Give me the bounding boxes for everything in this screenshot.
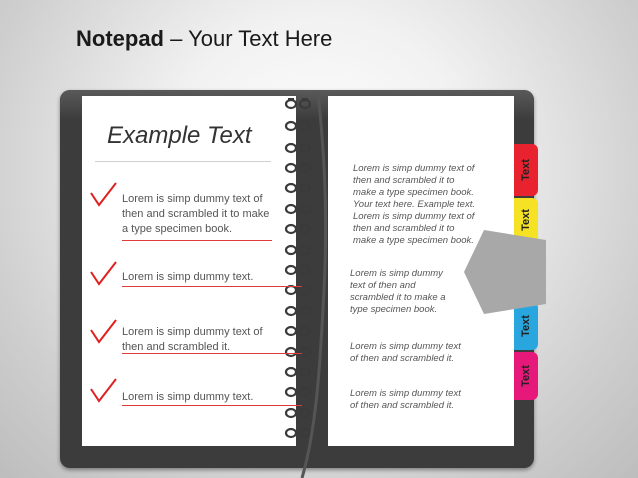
left-item-3-underline — [122, 353, 302, 354]
tab-red[interactable] — [514, 144, 538, 196]
left-item-1-underline — [122, 240, 272, 241]
notepad-heading: Example Text — [107, 122, 252, 149]
right-item-1: Lorem is simp dummy text of then and scrambled it to make a type specimen book. Your text here. Example text. Lorem is simp dummy text of then and scrambled it to make a type specimen book. — [353, 163, 475, 246]
tab-blue-label: Text — [520, 315, 532, 337]
page-title — [76, 26, 332, 52]
check-mark-icon — [89, 318, 119, 346]
tab-yellow-label: Text — [520, 209, 532, 231]
title-bold: Notepad — [76, 26, 164, 51]
right-item-3: Lorem is simp dummy text of then and scrambled it. — [350, 341, 461, 364]
tab-red-label: Text — [520, 159, 532, 181]
check-mark-icon — [89, 260, 119, 288]
heading-divider — [95, 161, 271, 162]
title-subtitle: – Your Text Here — [164, 26, 333, 51]
left-item-1: Lorem is simp dummy text of then and scrambled it to make a type specimen book. — [122, 193, 270, 235]
right-item-4: Lorem is simp dummy text of then and scrambled it. — [350, 388, 461, 411]
left-item-4-underline — [122, 405, 302, 406]
spiral-binding-icon — [280, 90, 330, 478]
right-item-2: Lorem is simp dummy text of then and scrambled it to make a type specimen book. — [350, 268, 446, 315]
left-item-2-underline — [122, 286, 302, 287]
left-item-2: Lorem is simp dummy text. — [122, 271, 254, 283]
check-mark-icon — [89, 181, 119, 209]
check-mark-icon — [89, 377, 119, 405]
tab-magenta-label: Text — [520, 365, 532, 387]
left-item-3: Lorem is simp dummy text of then and scrambled it. — [122, 326, 263, 353]
tab-magenta[interactable] — [514, 352, 538, 400]
left-item-4: Lorem is simp dummy text. — [122, 391, 254, 403]
